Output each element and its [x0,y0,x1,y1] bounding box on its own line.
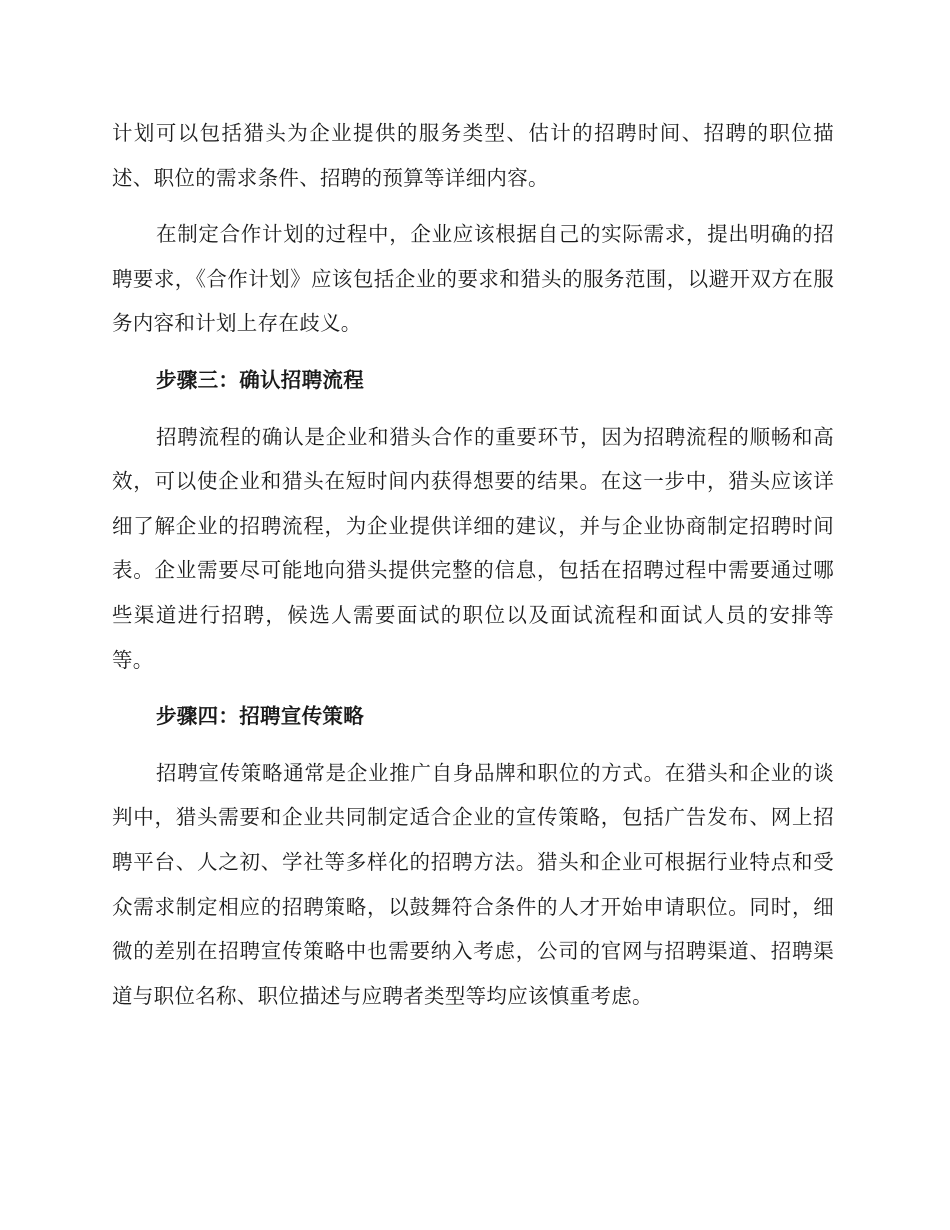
section-heading-step-three: 步骤三：确认招聘流程 [156,367,364,392]
document-page [112,111,834,1030]
section-heading-step-four: 步骤四：招聘宣传策略 [156,704,364,729]
paragraph-promotion-strategy: 招聘宣传策略通常是企业推广自身品牌和职位的方式。在猎头和企业的谈判中，猎头需要和企业共同制定适合企业的宣传策略，包括广告发布、网上招聘平台、人之初、学社等多样化的招聘方法。猎头和企业可根据行业特点和受众需求制定相应的招聘策略，以鼓舞符合条件的人才开始申请职位。同时，细微的差别在招聘宣传策略中也需要纳入考虑，公司的官网与招聘渠道、招聘渠道与职位名称、职位描述与应聘者类型等均应该慎重考虑。 [112,760,834,1008]
paragraph-recruitment-process: 招聘流程的确认是企业和猎头合作的重要环节，因为招聘流程的顺畅和高效，可以使企业和猎头在短时间内获得想要的结果。在这一步中，猎头应该详细了解企业的招聘流程，为企业提供详细的建议，并与企业协商制定招聘时间表。企业需要尽可能地向猎头提供完整的信息，包括在招聘过程中需要通过哪些渠道进行招聘，候选人需要面试的职位以及面试流程和面试人员的安排等等。 [112,424,834,672]
paragraph-continuation: 计划可以包括猎头为企业提供的服务类型、估计的招聘时间、招聘的职位描述、职位的需求条件、招聘的预算等详细内容。 [112,121,834,190]
paragraph-cooperation-plan: 在制定合作计划的过程中，企业应该根据自己的实际需求，提出明确的招聘要求，《合作计划》应该包括企业的要求和猎头的服务范围，以避开双方在服务内容和计划上存在歧义。 [112,222,834,336]
